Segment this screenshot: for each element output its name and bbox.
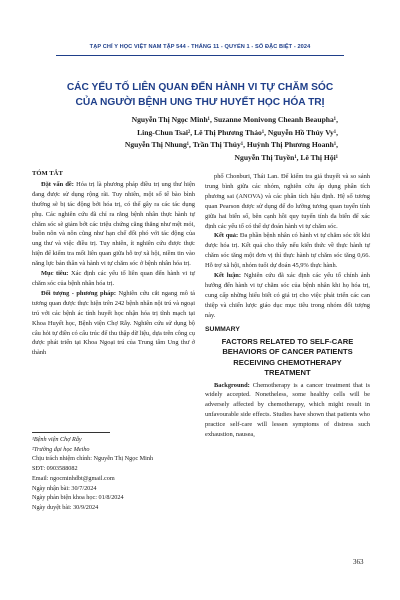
abstract-methods — [32, 289, 195, 358]
abstract-heading: TÓM TẮT — [32, 170, 63, 177]
summary-background-text: Chemotherapy is a cancer treatment that is widely accepted. Nonetheless, some healthy cells will be adversely affected by chemotherapy, which might result in unfavourable side effects. Studies have shown that patients who practice self-care will lessen symptoms of distress such exhaustion, nausea, — [205, 381, 370, 439]
conclusion-label: Kết luận: — [214, 272, 241, 280]
results-label: Kết quả: — [214, 232, 239, 240]
english-title-line-2: BEHAVIORS OF CANCER PATIENTS — [222, 347, 353, 356]
abstract-results — [205, 231, 370, 271]
summary-background — [205, 381, 370, 440]
left-column — [32, 169, 195, 358]
journal-header: TẠP CHÍ Y HỌC VIỆT NAM TẬP 544 - THÁNG 11 - QUYỂN 1 - SỐ ĐẶC BIỆT - 2024 — [89, 44, 311, 50]
date-received: Ngày nhận bài: 30/7/2024 — [32, 484, 97, 492]
results-text: Đa phần bệnh nhân có hành vi tự chăm sóc tốt khi được hóa trị. Kết quả cho thấy nếu kiến thức về thực hành tự chăm sóc tăng một đơn vị thì thực hành tự chăm sóc tăng 0,66. Hỗ trợ xã hội, nhóm tuổi dự đoán 45,9% thực hành. — [205, 232, 370, 270]
title-line-1: CÁC YẾU TỐ LIÊN QUAN ĐẾN HÀNH VI TỰ CHĂM SÓC — [66, 82, 334, 93]
article-title — [30, 80, 370, 110]
background-label: Đặt vấn đề: — [41, 180, 74, 188]
author-line-2: Ling-Chun Tsai², Lê Thị Phương Thảo¹, Nguyễn Hồ Thúy Vy¹, — [137, 127, 338, 137]
author-line-3: Nguyễn Thị Nhung¹, Trần Thị Thúy¹, Huỳnh Thị Phương Hoanh¹, — [124, 140, 338, 150]
english-title-line-3: RECEIVING CHEMOTHERAPY — [233, 357, 342, 367]
objective-text: Xác định các yếu tố liên quan đến hành vi tự chăm sóc của bệnh nhân hóa trị. — [32, 270, 195, 287]
english-title-line-4: TREATMENT — [264, 368, 311, 377]
header-divider — [56, 55, 344, 56]
page-number: 363 — [353, 558, 364, 566]
background-text: Hóa trị là phương pháp điều trị ung thư hiện đang được sử dụng rộng rãi. Tuy nhiên, một số tế bào bình thường sẽ bị tác động bởi hóa trị, có thể gây ra các tác dụng phụ. Các nghiên cứu đã chỉ ra rằng bệnh nhân thực hành tự chăm sóc sẽ giảm bớt các triệu chứng căng thẳng như mệt mỏi, buồn nôn và nôn cũng như hạn chế đối phó với tác động của ung thư và việc điều trị. Tuy nhiên, ít nghiên cứu được thực hiện để kiểm tra mối liên quan giữa hỗ trợ xã hội, niềm tin vào năng lực bản thân và hành vi tự chăm sóc ở bệnh nhân hóa trị. — [32, 180, 195, 268]
author-line-4: Nguyễn Thị Tuyền¹, Lê Thị Hội¹ — [234, 152, 338, 162]
objective-label: Mục tiêu: — [41, 270, 69, 278]
abstract-objective — [32, 269, 195, 289]
footnotes — [32, 435, 202, 513]
english-title — [205, 337, 370, 379]
abstract-background — [32, 180, 195, 269]
date-accepted: Ngày duyệt bài: 30/9/2024 — [32, 503, 99, 511]
right-column — [205, 172, 370, 440]
methods-continued: phố Chonburi, Thái Lan. Để kiểm tra giả thuyết và so sánh trung bình giữa các nhóm, nghiên cứu áp dụng phân tích phương sai (ANOVA) và các phân tích hậu định. Hệ số tương quan Pearson được sử dụng để đo lường tương quan tuyến tính giữa hai biến số, bên cạnh hồi quy tuyến tính đa biến để xác định các yếu tố có thể dự đoán hành vi tự chăm sóc. — [205, 173, 370, 230]
email-address: Email: ngocminhdbt@gmail.com — [32, 474, 115, 482]
affiliation-1: ¹Bệnh viện Chợ Rẫy — [32, 436, 82, 443]
summary-background-label: Background: — [214, 381, 250, 389]
methods-label: Đối tượng - phương pháp: — [41, 289, 117, 297]
summary-heading: SUMMARY — [205, 325, 240, 333]
affiliation-2: ²Trường đại học Meiho — [32, 445, 90, 453]
author-list — [84, 114, 338, 164]
author-line-1: Nguyễn Thị Ngọc Minh¹, Suzanne Monivong Cheanh Beaupha¹, — [131, 115, 338, 124]
conclusion-text: Nghiên cứu đã xác định các yếu tố chính ảnh hưởng đến hành vi tự chăm sóc của bệnh nhân khi họ hóa trị, cung cấp những hiểu biết có giá trị cho việc phát triển các can thiệp và chiến lược giáo dục mục tiêu trong nhóm đối tượng này. — [205, 272, 370, 319]
footnote-separator — [32, 432, 110, 433]
abstract-conclusion — [205, 271, 370, 321]
english-title-line-1: FACTORS RELATED TO SELF-CARE — [221, 336, 354, 346]
corresponding-author: Chịu trách nhiệm chính: Nguyễn Thị Ngọc Minh — [32, 455, 154, 463]
date-reviewed: Ngày phản biện khoa học: 01/8/2024 — [32, 494, 124, 502]
phone-number: SĐT: 0903588082 — [32, 465, 78, 473]
methods-text: Nghiên cứu cắt ngang mô tả tương quan được thực hiện trên 242 bệnh nhân nội trú và ngoại trú với các bệnh ác tính huyết học nhận hóa trị tĩnh mạch tại Khoa Huyết học, Bệnh viện Chợ Rẫy. Nghiên cứu sử dụng bộ câu hỏi tự điền có cấu trúc để thu thập dữ liệu, dựa trên công cụ được phát triển tại Khoa Ngoại trú của Trung tâm Ung thư ở thành — [32, 289, 196, 357]
title-line-2: CỦA NGƯỜI BỆNH UNG THƯ HUYẾT HỌC HÓA TRỊ — [75, 97, 325, 108]
